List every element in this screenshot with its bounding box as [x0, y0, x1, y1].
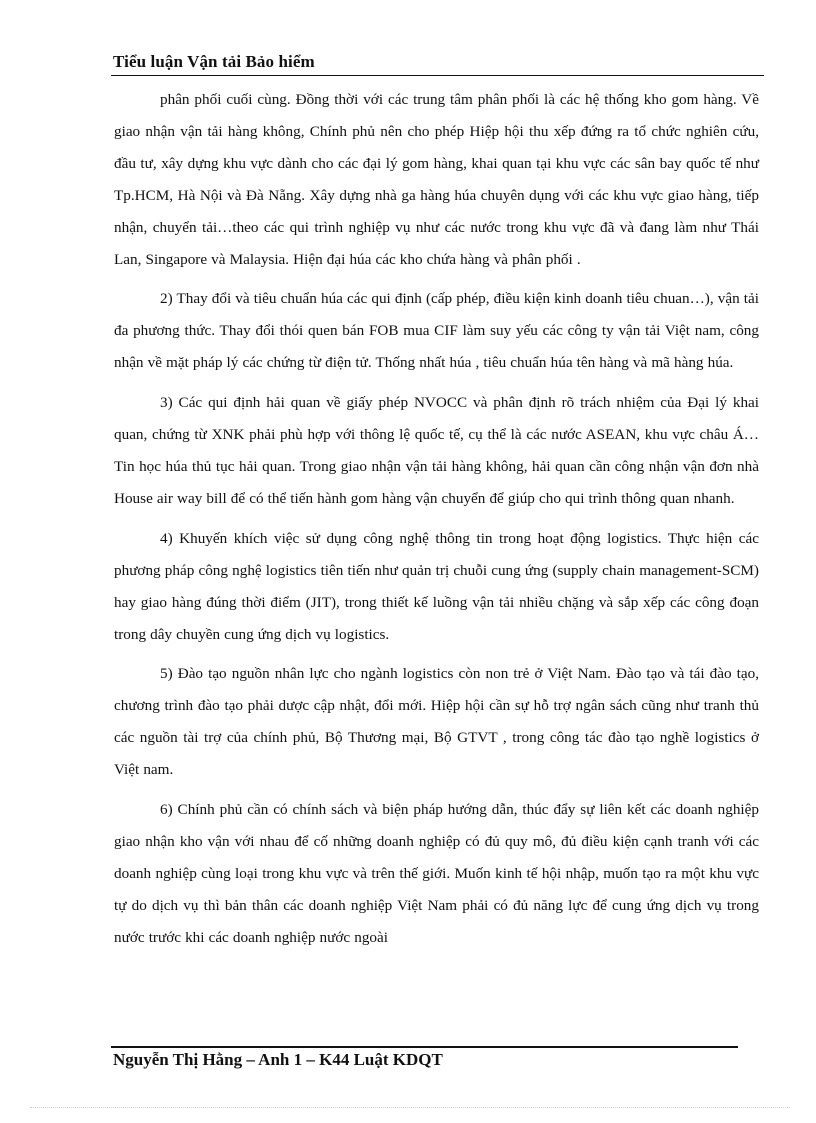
paragraph-continuation: phân phối cuối cùng. Đồng thời với các trung tâm phân phối là các hệ thống kho gom hàng. Về giao nhận vận tải hàng không, Chính phủ nên cho phép Hiệp hội thu xếp đứng ra tổ chức nghiên cứu, đầu tư, xây dựng khu vực dành cho các đại lý gom hàng, khai quan tại khu vực các sân bay quốc tế như Tp.HCM, Hà Nội và Đà Nẵng. Xây dựng nhà ga hàng húa chuyên dụng với các khu vực giao hàng, tiếp nhận, chuyển tải…theo các qui trình nghiệp vụ như các nước trong khu vực đã và đang làm như Thái Lan, Singapore và Malaysia. Hiện đại húa các kho chứa hàng và phân phối .: [114, 91, 759, 268]
header-title: Tiểu luận Vận tải Bảo hiểm: [113, 52, 315, 71]
footer-author: Nguyễn Thị Hằng – Anh 1 – K44 Luật KDQT: [113, 1050, 443, 1069]
header-divider: [111, 75, 764, 76]
paragraph-item-3: 3) Các qui định hải quan về giấy phép NVOCC và phân định rõ trách nhiệm của Đại lý khai quan, chứng từ XNK phải phù hợp với thông lệ quốc tế, cụ thể là các nước ASEAN, khu vực châu Á…Tin học húa thủ tục hải quan. Trong giao nhận vận tải hàng không, hải quan cần công nhận vận đơn nhà House air way bill để có thể tiến hành gom hàng vận chuyển để giúp cho qui trình thông quan nhanh.: [114, 394, 759, 507]
paragraph-item-5: 5) Đào tạo nguồn nhân lực cho ngành logistics còn non trẻ ở Việt Nam. Đào tạo và tái đào tạo, chương trình đào tạo phải dược cập nhật, đổi mới. Hiệp hội cần sự hỗ trợ ngân sách cũng như tranh thủ các nguồn tài trợ của chính phủ, Bộ Thương mại, Bộ GTVT , trong công tác đào tạo nghề logistics ở Việt nam.: [114, 665, 759, 779]
document-body: [114, 84, 759, 962]
paragraph-item-4: 4) Khuyến khích việc sử dụng công nghệ thông tin trong hoạt động logistics. Thực hiện các phương pháp công nghệ logistics tiên tiến như quản trị chuỗi cung ứng (supply chain management-SCM) hay giao hàng đúng thời điểm (JIT), trong thiết kế luồng vận tải nhiều chặng và sắp xếp các công đoạn trong dây chuyền cung ứng dịch vụ logistics.: [114, 529, 759, 643]
page-bottom-edge: [30, 1107, 790, 1108]
paragraph-item-6: 6) Chính phủ cần có chính sách và biện pháp hướng dẫn, thúc đẩy sự liên kết các doanh nghiệp giao nhận kho vận với nhau để cố những doanh nghiệp có đủ quy mô, đủ điều kiện cạnh tranh với các doanh nghiệp cùng loại trong khu vực và trên thế giới. Muốn kinh tế hội nhập, muốn tạo ra một khu vực tự do dịch vụ thì bản thân các doanh nghiệp Việt Nam phải có đủ năng lực để cung ứng dịch vụ trong nước trước khi các doanh nghiệp nước ngoài: [114, 801, 759, 946]
paragraph-item-2: 2) Thay đổi và tiêu chuẩn húa các qui định (cấp phép, điều kiện kinh doanh tiêu chuan…), vận tải đa phương thức. Thay đổi thói quen bán FOB mua CIF làm suy yếu các công ty vận tải Việt nam, công nhận về mặt pháp lý các chứng từ điện tử. Thống nhất húa , tiêu chuẩn húa tên hàng và mã hàng húa.: [114, 290, 759, 372]
footer-divider: [111, 1046, 738, 1048]
